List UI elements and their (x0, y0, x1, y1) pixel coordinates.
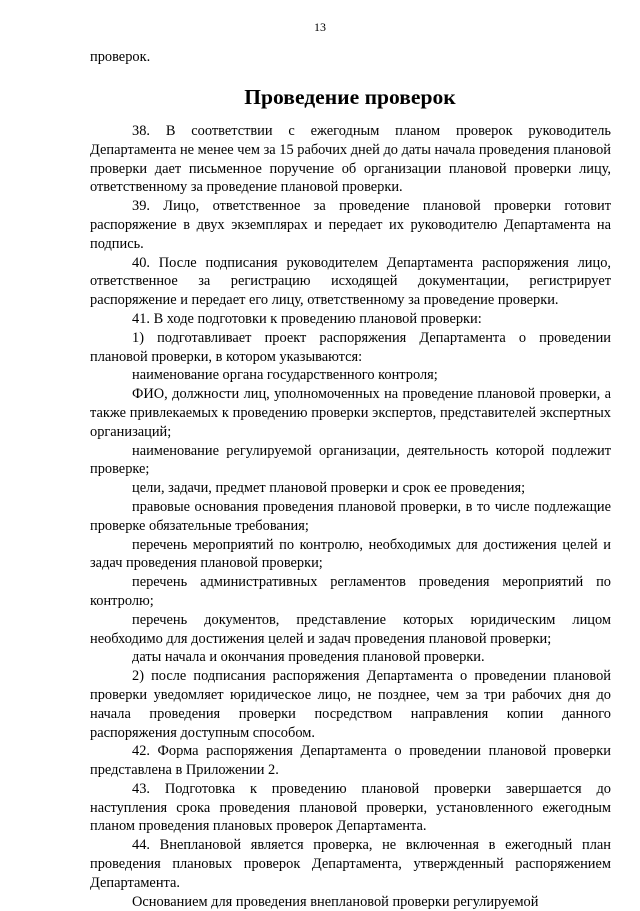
paragraph-40: 40. После подписания руководителем Департамента распоряжения лицо, ответственное за регистрацию исходящей документации, регистрирует распоряжение и передает его лицу, ответственному за проведение проверки. (90, 254, 611, 309)
paragraph-41-item-1: 1) подготавливает проект распоряжения Департамента о проведении плановой проверки, в котором указываются: (90, 329, 611, 365)
paragraph-41: 41. В ходе подготовки к проведению плановой проверки: (132, 310, 482, 327)
paragraph-44: 44. Внеплановой является проверка, не включенная в ежегодный план проведения плановых проверок Департамента, утвержденный распоряжением Департамента. (90, 837, 611, 891)
list-item-officials: ФИО, должности лиц, уполномоченных на проведение плановой проверки, а также привлекаемых к проведению проверки экспертов, представителей экспертных организаций; (90, 386, 611, 440)
continuation-text: проверок. (90, 49, 151, 65)
list-item-regulations: перечень административных регламентов проведения мероприятий по контролю; (90, 574, 611, 609)
list-item-authority: наименование органа государственного контроля; (132, 367, 438, 384)
list-item-organization: наименование регулируемой организации, деятельность которой подлежит проверке; (90, 442, 611, 478)
page-number: 13 (314, 20, 326, 34)
list-item-goals: цели, задачи, предмет плановой проверки и срок ее проведения; (132, 480, 526, 497)
list-item-legal-basis: правовые основания проведения плановой проверки, в то числе подлежащие проверке обязательные требования; (90, 498, 611, 534)
paragraph-42: 42. Форма распоряжения Департамента о проведении плановой проверки представлена в Приложении 2. (90, 743, 611, 779)
paragraph-38: 38. В соответствии с ежегодным планом проверок руководитель Департамента не менее чем за 15 рабочих дней до даты начала проведения плановой проверки дает письменное поручение об организации плановой проверки лицу, ответственному за проведение плановой проверки. (90, 123, 611, 196)
paragraph-39: 39. Лицо, ответственное за проведение плановой проверки готовит распоряжение в двух экземплярах и передает их руководителю Департамента на подпись. (90, 198, 611, 252)
list-item-measures: перечень мероприятий по контролю, необходимых для достижения целей и задач проведения плановой проверки; (90, 536, 611, 572)
list-item-documents: перечень документов, представление которых юридическим лицом необходимо для достижения целей и задач проведения плановой проверки; (90, 611, 611, 647)
paragraph-basis: Основанием для проведения внеплановой проверки регулируемой (132, 893, 539, 910)
document-body (90, 122, 611, 911)
list-item-dates: даты начала и окончания проведения плановой проверки. (132, 649, 485, 666)
paragraph-43: 43. Подготовка к проведению плановой проверки завершается до наступления срока проведения плановой проверки, установленного ежегодным планом проведения плановых проверок Департамента. (90, 780, 611, 835)
section-title: Проведение проверок (244, 85, 456, 109)
paragraph-41-item-2: 2) после подписания распоряжения Департамента о проведении плановой проверки уведомляет юридическое лицо, не позднее, чем за три рабочих дня до начала проведения проверки посредством направления копии данного распоряжения доступным способом. (90, 668, 611, 741)
